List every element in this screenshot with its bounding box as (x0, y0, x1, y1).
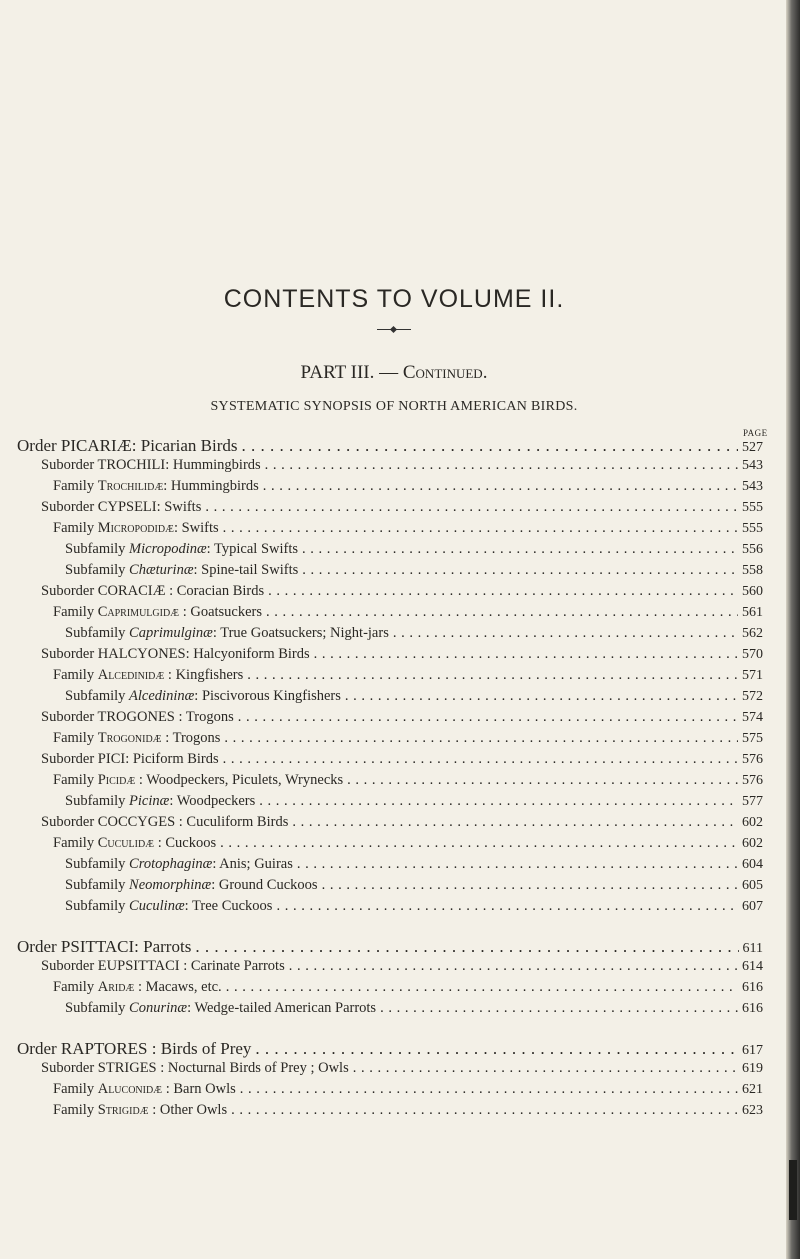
leader-dots (238, 709, 738, 726)
entry-taxon: STRIGES (97, 1060, 157, 1076)
entry-title (65, 856, 293, 873)
entry-page-number: 604 (742, 857, 763, 872)
leader-dots (259, 793, 738, 810)
page-column-header: PAGE (743, 428, 768, 438)
entry-description: : Parrots (134, 937, 192, 956)
entry-description: : Nocturnal Birds of Prey ; Owls (156, 1060, 349, 1076)
leader-dots (347, 772, 738, 789)
entry-title (65, 541, 298, 558)
entry-taxon: PSITTACI (60, 937, 135, 956)
contents-entry (53, 1102, 763, 1119)
entry-rank: Suborder (41, 646, 98, 662)
leader-dots (265, 457, 738, 474)
entry-page-number: 576 (742, 773, 763, 788)
entry-taxon: Aluconidæ (97, 1081, 163, 1097)
entry-description: : Macaws, etc. (134, 979, 222, 995)
entry-rank: Suborder (41, 1060, 98, 1076)
entry-description: : Swifts (156, 499, 202, 515)
leader-dots (276, 898, 738, 915)
contents-entry (65, 856, 763, 873)
synopsis-heading: SYSTEMATIC SYNOPSIS OF NORTH AMERICAN BIRDS. (210, 399, 578, 414)
contents-entry (17, 436, 763, 456)
entry-page-number: 561 (742, 605, 763, 620)
part-number: PART III. — (300, 362, 403, 383)
entry-title (41, 709, 234, 726)
entry-title (65, 793, 255, 810)
contents-entry (65, 688, 763, 705)
entry-page-number: 602 (742, 815, 763, 830)
entry-description: : Carinate Parrots (179, 958, 285, 974)
entry-taxon: TROGONES (97, 709, 175, 725)
entry-rank: Family (53, 835, 98, 851)
entry-taxon: Micropodinæ (129, 541, 207, 557)
leader-dots (223, 751, 738, 768)
entry-rank: Suborder (41, 751, 98, 767)
ornament-divider (377, 327, 411, 333)
entry-title (41, 646, 310, 663)
entry-rank: Order (17, 1039, 61, 1058)
entry-rank: Family (53, 604, 98, 620)
contents-entry (41, 646, 763, 663)
entry-title (17, 436, 238, 456)
entry-rank: Suborder (41, 457, 98, 473)
entry-page-number: 558 (742, 563, 763, 578)
entry-description: : Spine-tail Swifts (193, 562, 299, 578)
entry-description: : Typical Swifts (206, 541, 299, 557)
entry-page-number: 607 (742, 899, 763, 914)
entry-description: : Hummingbirds (165, 457, 261, 473)
entry-title (65, 877, 318, 894)
entry-title (41, 457, 261, 474)
entry-page-number: 616 (742, 1001, 763, 1016)
entry-title (41, 1060, 349, 1077)
entry-page-number: 556 (742, 542, 763, 557)
entry-description: : Trogons (161, 730, 221, 746)
entry-description: : Woodpeckers (169, 793, 256, 809)
entry-description: : Woodpeckers, Piculets, Wrynecks (135, 772, 344, 788)
part-heading (0, 362, 788, 384)
entry-page-number: 623 (742, 1103, 763, 1118)
entry-taxon: Cuculinæ (129, 898, 185, 914)
entry-description: : Coracian Birds (165, 583, 265, 599)
entry-taxon: Neomorphinæ (129, 877, 212, 893)
entry-rank: Subfamily (65, 898, 130, 914)
leader-dots (263, 478, 738, 495)
entry-rank: Suborder (41, 958, 98, 974)
entry-taxon: Conurinæ (129, 1000, 188, 1016)
contents-entry (17, 1039, 763, 1059)
leader-dots (223, 520, 738, 537)
entry-description: : Cuckoos (154, 835, 217, 851)
leader-dots (224, 730, 738, 747)
leader-dots (195, 937, 738, 957)
entry-rank: Family (53, 772, 98, 788)
entry-page-number: 574 (742, 710, 763, 725)
entry-page-number: 611 (742, 941, 763, 956)
leader-dots (380, 1000, 738, 1017)
entry-page-number: 605 (742, 878, 763, 893)
entry-page-number: 560 (742, 584, 763, 599)
entry-rank: Family (53, 667, 98, 683)
contents-entry (41, 751, 763, 768)
entry-title (41, 958, 285, 975)
entry-description: : Trogons (174, 709, 234, 725)
entry-taxon: Caprimulginæ (129, 625, 213, 641)
entry-rank: Family (53, 979, 98, 995)
contents-entry (65, 793, 763, 810)
contents-entry (41, 583, 763, 600)
contents-entry (41, 457, 763, 474)
entry-taxon: Picinæ (129, 793, 170, 809)
leader-dots (231, 1102, 738, 1119)
entry-taxon: Micropodidæ (97, 520, 174, 536)
entry-taxon: Strigidæ (97, 1102, 149, 1118)
entry-rank: Subfamily (65, 856, 130, 872)
contents-entry (65, 625, 763, 642)
contents-entry (53, 835, 763, 852)
entry-taxon: EUPSITTACI (97, 958, 180, 974)
entry-title (41, 583, 264, 600)
contents-entry (65, 541, 763, 558)
entry-description: : Wedge-tailed American Parrots (187, 1000, 377, 1016)
entry-page-number: 602 (742, 836, 763, 851)
entry-title (53, 772, 343, 789)
leader-dots (322, 877, 738, 894)
entry-title (41, 751, 219, 768)
page-title: CONTENTS TO VOLUME II. (223, 285, 565, 313)
entry-rank: Subfamily (65, 793, 130, 809)
entry-description: : True Goatsuckers; Night-jars (212, 625, 389, 641)
entry-page-number: 576 (742, 752, 763, 767)
book-spine-edge (786, 0, 800, 1259)
entry-description: : Goatsuckers (179, 604, 263, 620)
entry-taxon: RAPTORES (60, 1039, 148, 1058)
contents-entry (41, 709, 763, 726)
entry-page-number: 617 (742, 1043, 763, 1058)
entry-title (53, 520, 219, 537)
entry-description: : Hummingbirds (163, 478, 259, 494)
contents-entry (41, 958, 763, 975)
entry-rank: Family (53, 1102, 98, 1118)
contents-entry (17, 937, 763, 957)
leader-dots (345, 688, 738, 705)
entry-description: : Picarian Birds (131, 436, 238, 455)
contents-entry (53, 604, 763, 621)
entry-rank: Family (53, 730, 98, 746)
entry-title (53, 604, 262, 621)
contents-entry (65, 1000, 763, 1017)
entry-title (53, 667, 243, 684)
entry-page-number: 619 (742, 1061, 763, 1076)
entry-description: : Cuculiform Birds (175, 814, 289, 830)
entry-description: : Tree Cuckoos (184, 898, 273, 914)
leader-dots (268, 583, 738, 600)
leader-dots (247, 667, 738, 684)
entry-taxon: HALCYONES (97, 646, 186, 662)
entry-rank: Suborder (41, 499, 98, 515)
entry-title (65, 625, 389, 642)
entry-page-number: 577 (742, 794, 763, 809)
entry-page-number: 570 (742, 647, 763, 662)
leader-dots (289, 958, 738, 975)
entry-taxon: Aridæ (97, 979, 135, 995)
entry-title (65, 688, 341, 705)
leader-dots (255, 1039, 738, 1059)
entry-page-number: 562 (742, 626, 763, 641)
contents-entry (41, 814, 763, 831)
part-continued: Continued. (402, 362, 488, 383)
entry-page-number: 621 (742, 1082, 763, 1097)
contents-entry (53, 1081, 763, 1098)
leader-dots (353, 1060, 738, 1077)
entry-page-number: 616 (742, 980, 763, 995)
entry-taxon: Caprimulgidæ (97, 604, 180, 620)
entry-taxon: Trogonidæ (97, 730, 162, 746)
entry-rank: Subfamily (65, 541, 130, 557)
leader-dots (205, 499, 738, 516)
entry-description: : Halcyoniform Birds (185, 646, 310, 662)
entry-title (65, 1000, 376, 1017)
entry-taxon: CORACIÆ (97, 583, 166, 599)
contents-entry (65, 562, 763, 579)
entry-description: : Anis; Guiras (212, 856, 293, 872)
entry-title (53, 478, 259, 495)
entry-taxon: COCCYGES (97, 814, 176, 830)
entry-title (17, 937, 191, 957)
leader-dots (297, 856, 738, 873)
entry-title (53, 1081, 236, 1098)
leader-dots (266, 604, 738, 621)
entry-page-number: 555 (742, 521, 763, 536)
entry-rank: Family (53, 520, 98, 536)
entry-page-number: 571 (742, 668, 763, 683)
contents-entry (53, 730, 763, 747)
leader-dots (302, 562, 738, 579)
entry-title (65, 898, 272, 915)
entry-title (53, 730, 220, 747)
contents-entry (53, 772, 763, 789)
entry-title (65, 562, 298, 579)
leader-dots (240, 1081, 738, 1098)
leader-dots (393, 625, 738, 642)
entry-taxon: PICARIÆ (60, 436, 132, 455)
entry-taxon: Alcedinidæ (97, 667, 165, 683)
entry-taxon: Cuculidæ (97, 835, 155, 851)
contents-entry (53, 520, 763, 537)
entry-title (17, 1039, 251, 1059)
entry-description: : Kingfishers (164, 667, 244, 683)
entry-rank: Order (17, 937, 61, 956)
entry-rank: Subfamily (65, 1000, 130, 1016)
entry-page-number: 543 (742, 458, 763, 473)
entry-taxon: TROCHILI (97, 457, 166, 473)
entry-rank: Subfamily (65, 877, 130, 893)
entry-description: : Piscivorous Kingfishers (194, 688, 341, 704)
entry-description: : Swifts (173, 520, 219, 536)
contents-entry (53, 979, 763, 996)
entry-description: : Ground Cuckoos (211, 877, 318, 893)
leader-dots (302, 541, 738, 558)
contents-entry (65, 877, 763, 894)
entry-rank: Subfamily (65, 688, 130, 704)
entry-description: : Birds of Prey (147, 1039, 252, 1058)
entry-page-number: 575 (742, 731, 763, 746)
entry-taxon: CYPSELI (97, 499, 157, 515)
entry-rank: Family (53, 478, 98, 494)
entry-description: : Other Owls (148, 1102, 228, 1118)
entry-page-number: 543 (742, 479, 763, 494)
entry-page-number: 527 (742, 440, 763, 455)
contents-entry (41, 499, 763, 516)
leader-dots (242, 436, 738, 456)
entry-page-number: 572 (742, 689, 763, 704)
entry-rank: Subfamily (65, 625, 130, 641)
entry-page-number: 614 (742, 959, 763, 974)
entry-rank: Subfamily (65, 562, 130, 578)
entry-title (41, 499, 201, 516)
entry-taxon: PICI (97, 751, 126, 767)
entry-page-number: 555 (742, 500, 763, 515)
entry-taxon: Chæturinæ (129, 562, 194, 578)
entry-title (41, 814, 288, 831)
leader-dots (314, 646, 738, 663)
entry-title (53, 979, 222, 996)
entry-title (53, 1102, 227, 1119)
contents-entry (53, 478, 763, 495)
entry-title (53, 835, 216, 852)
leader-dots (292, 814, 738, 831)
entry-description: : Barn Owls (162, 1081, 236, 1097)
entry-rank: Family (53, 1081, 98, 1097)
entry-taxon: Picidæ (97, 772, 136, 788)
entry-description: : Piciform Birds (125, 751, 219, 767)
contents-entry (53, 667, 763, 684)
entry-rank: Order (17, 436, 61, 455)
contents-entry (41, 1060, 763, 1077)
entry-taxon: Trochilidæ (97, 478, 164, 494)
entry-rank: Suborder (41, 709, 98, 725)
entry-taxon: Crotophaginæ (129, 856, 213, 872)
entry-rank: Suborder (41, 814, 98, 830)
entry-rank: Suborder (41, 583, 98, 599)
entry-taxon: Alcedininæ (129, 688, 195, 704)
leader-dots (220, 835, 738, 852)
leader-dots (226, 979, 738, 996)
contents-entry (65, 898, 763, 915)
